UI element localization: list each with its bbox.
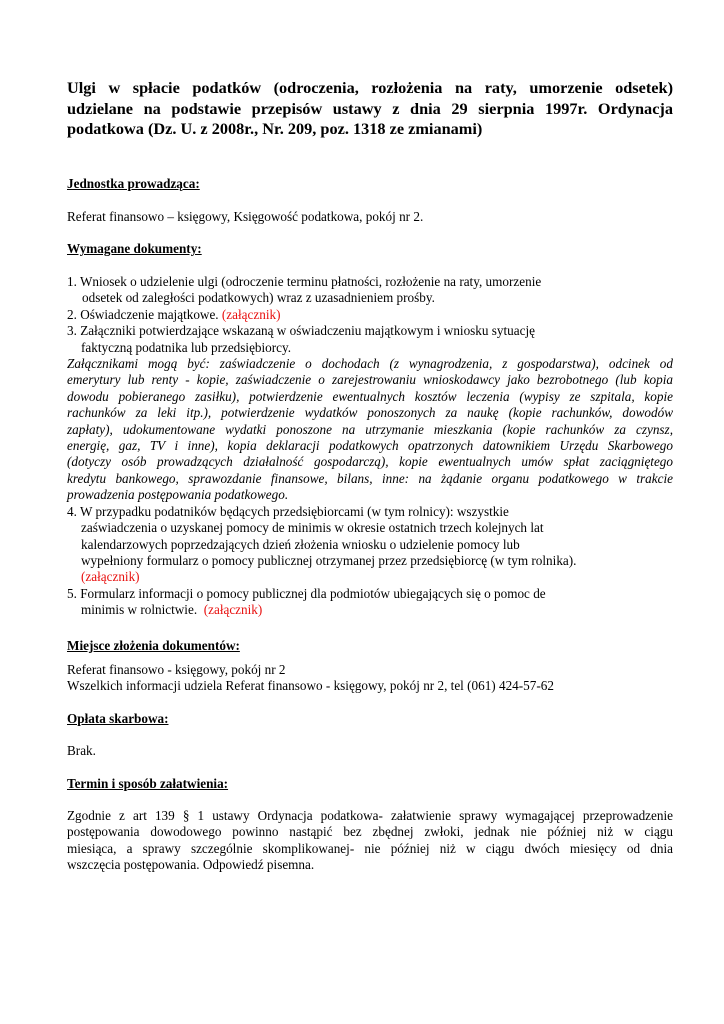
doc-item-4-line: 4. W przypadku podatników będących przedsiębiorcami (w tym rolnicy): wszystkie <box>67 503 509 519</box>
attachment-link[interactable]: (załącznik) <box>203 602 263 618</box>
attachments-line: kredytu bankowego, sprawozdanie finansowe, bilans, inne: na żądanie organu podatkowego w trakcie <box>67 470 673 486</box>
title-line: udzielane na podstawie przepisów ustawy z dnia 29 sierpnia 1997r. Ordynacja <box>67 98 673 118</box>
fee-text: Brak. <box>67 743 96 758</box>
attachment-link[interactable]: (załącznik) <box>81 569 140 585</box>
attachment-link[interactable]: (załącznik) <box>221 306 281 322</box>
document-page <box>67 78 673 873</box>
doc-item-4-line: zaświadczenia o uzyskanej pomocy de minimis w okresie ostatnich trzech kolejnych lat <box>81 520 544 536</box>
doc-item-5-text: minimis w rolnictwie. <box>81 602 198 618</box>
doc-item-2 <box>67 307 673 323</box>
unit-text: Referat finansowo – księgowy, Księgowość podatkowa, pokój nr 2. <box>67 209 424 224</box>
doc-item-2-text: 2. Oświadczenie majątkowe. <box>67 306 219 322</box>
attachments-line: (dotyczy osób prowadzących działalność gospodarczą), kopie ewentualnych umów spłat zaciągniętego <box>67 454 673 470</box>
doc-item-5-line <box>67 602 673 618</box>
section-heading-unit: Jednostka prowadząca: <box>67 176 200 191</box>
doc-item-5-line: 5. Formularz informacji o pomocy publicznej dla podmiotów ubiegających się o pomoc de <box>67 585 546 601</box>
attachments-line: prowadzenia postępowania podatkowego. <box>67 487 289 503</box>
attachments-line: rachunków za leki itp.), potwierdzenie wydatków ponoszonych za naukę (kopie rachunków, dowodów <box>67 405 673 421</box>
section-heading-place: Miejsce złożenia dokumentów: <box>67 638 240 653</box>
title-line: podatkowa (Dz. U. z 2008r., Nr. 209, poz. 1318 ze zmianami) <box>67 119 483 138</box>
section-place <box>67 638 673 654</box>
place-line: Wszelkich informacji udziela Referat finansowo - księgowy, pokój nr 2, tel (061) 424-57-62 <box>67 678 554 694</box>
attachments-line: Załącznikami mogą być: zaświadczenie o dochodach (z wynagrodzenia, z gospodarstwa), odcinek od <box>67 356 673 372</box>
section-term <box>67 776 673 792</box>
term-line: Zgodnie z art 139 § 1 ustawy Ordynacja podatkowa- załatwienie sprawy wymagającej przeprowadzenie <box>67 808 673 823</box>
doc-item-1-line: odsetek od zaległości podatkowych) wraz z uzasadnieniem prośby. <box>82 290 435 306</box>
attachments-line: energię, gaz, TV i inne), kopia deklaracji podatkowych opatrzonych datownikiem Urzędu Skarbowego <box>67 438 673 454</box>
term-line: miesiąca, a sprawy szczególnie skomplikowanej- nie później niż w ciągu dwóch miesięcy od dnia <box>67 840 673 856</box>
section-heading-docs: Wymagane dokumenty: <box>67 241 202 256</box>
section-unit <box>67 176 673 192</box>
section-fee <box>67 711 673 727</box>
attachments-line: zapłaty), udokumentowane wydatki ponoszone na utrzymanie mieszkania (kopie rachunków za czynsz, <box>67 421 673 437</box>
section-unit-body <box>67 209 673 225</box>
doc-item-4-line: wypełniony formularz o pomocy publicznej otrzymanej przez przedsiębiorcę (w tym rolnika). <box>81 552 577 568</box>
section-term-body <box>67 808 673 874</box>
doc-item-4-line: kalendarzowych poprzedzających dzień złożenia wniosku o udzielenie pomocy lub <box>81 536 520 552</box>
attachments-line: dowodu pobieranego zasiłku), potwierdzenie ewentualnych kosztów leczenia (wypisy ze szpitala, kopie <box>67 388 673 404</box>
attachments-line: emerytury lub renty - kopie, zaświadczenie o zarejestrowaniu wnioskodawcy jako bezrobotnego (lub kopia <box>67 372 673 388</box>
term-line: wszczęcia postępowania. Odpowiedź pisemna. <box>67 857 315 873</box>
place-line: Referat finansowo - księgowy, pokój nr 2 <box>67 662 286 677</box>
attachments-paragraph <box>67 356 673 504</box>
doc-item-3-line: faktyczną podatnika lub przedsiębiorcy. <box>81 339 292 355</box>
section-place-body <box>67 662 673 695</box>
section-docs <box>67 241 673 257</box>
docs-list <box>67 274 673 619</box>
term-line: postępowania dowodowego powinno nastąpić bez zbędnej zwłoki, jednak nie później niż w ciągu <box>67 824 673 840</box>
section-heading-term: Termin i sposób załatwienia: <box>67 776 229 791</box>
page-title <box>67 78 673 140</box>
section-heading-fee: Opłata skarbowa: <box>67 711 169 726</box>
title-line: Ulgi w spłacie podatków (odroczenia, rozłożenia na raty, umorzenie odsetek) <box>67 78 673 97</box>
doc-item-4-link-line <box>67 569 673 585</box>
doc-item-1-line: 1. Wniosek o udzielenie ulgi (odroczenie terminu płatności, rozłożenie na raty, umorzenie <box>67 274 542 289</box>
section-fee-body <box>67 743 673 759</box>
doc-item-3-line: 3. Załączniki potwierdzające wskazaną w oświadczeniu majątkowym i wniosku sytuację <box>67 323 535 339</box>
